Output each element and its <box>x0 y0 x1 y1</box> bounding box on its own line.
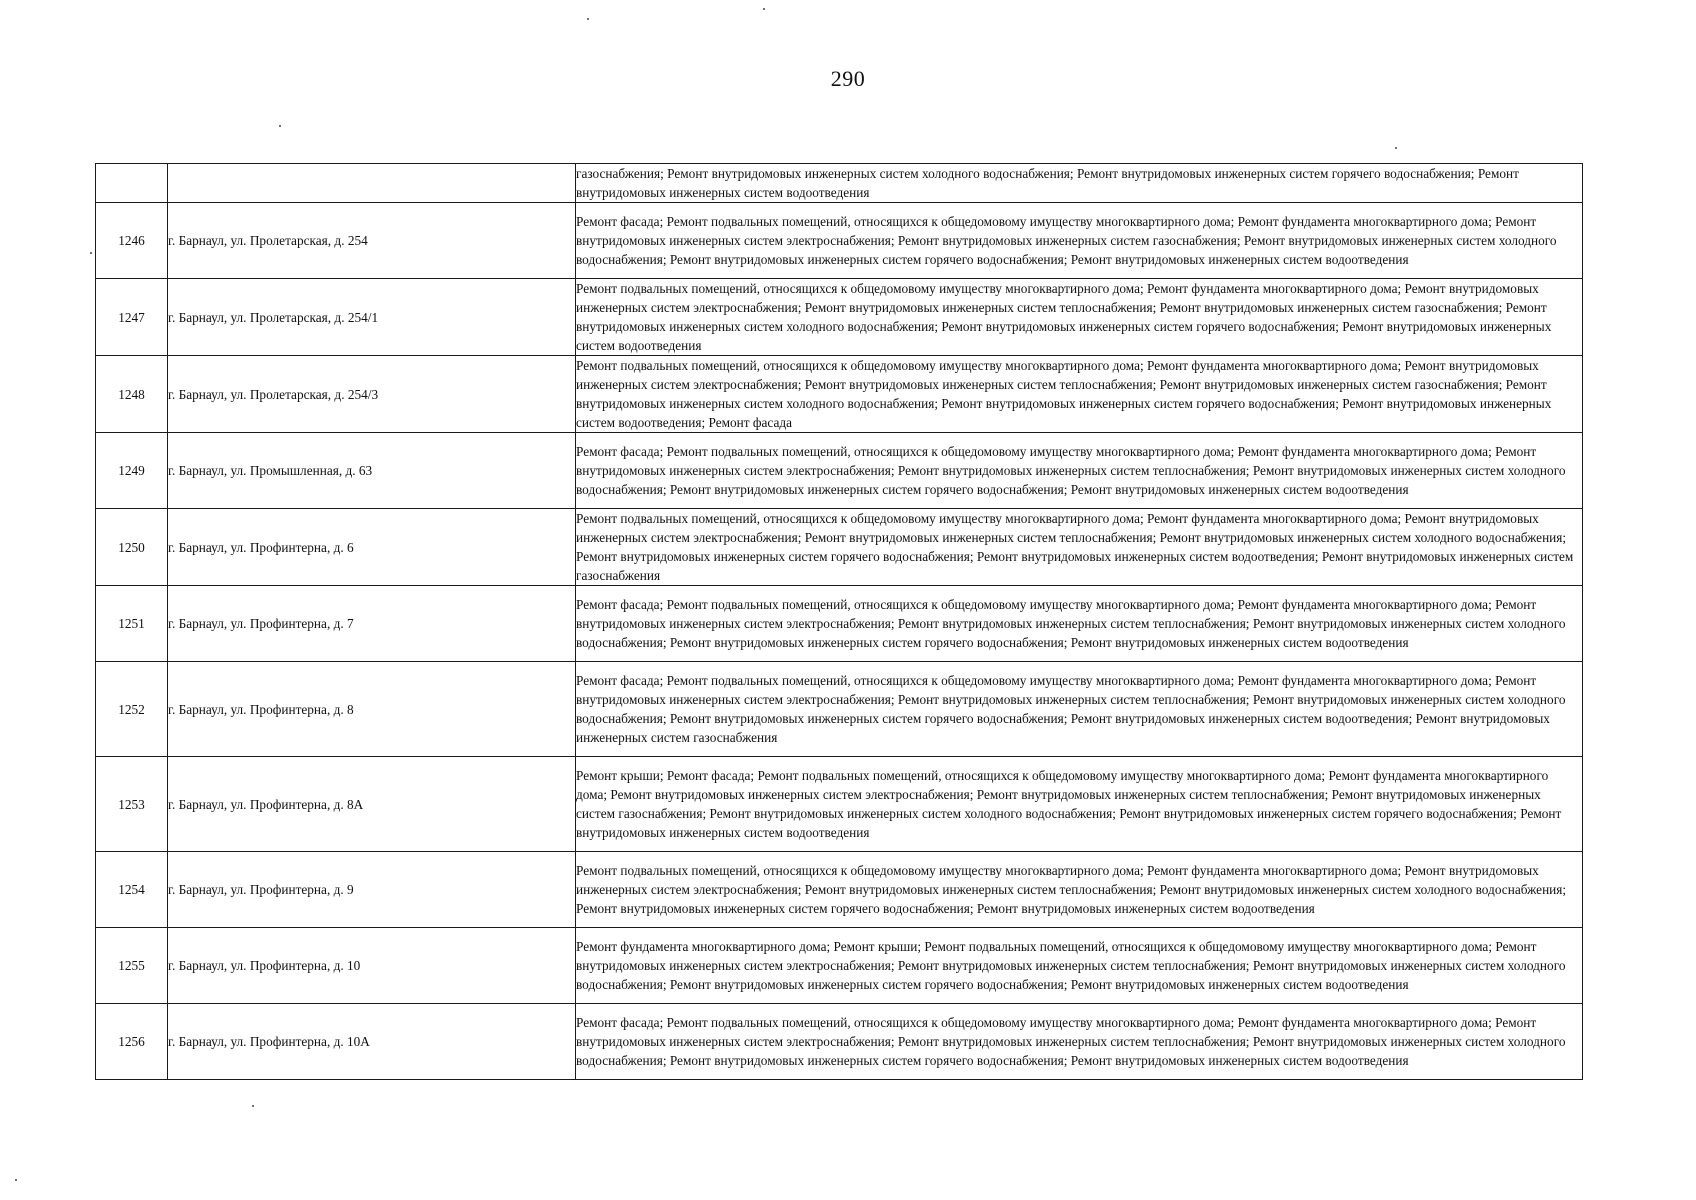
table-row <box>96 662 1583 757</box>
row-works: Ремонт крыши; Ремонт фасада; Ремонт подвальных помещений, относящихся к общедомовому имуществу многоквартирного дома; Ремонт фундамента многоквартирного дома; Ремонт внутридомовых инженерных систем электроснабжения; Ремонт внутридомовых инженерных систем теплоснабжения; Ремонт внутридомовых инженерных систем газоснабжения; Ремонт внутридомовых инженерных систем холодного водоснабжения; Ремонт внутридомовых инженерных систем горячего водоснабжения; Ремонт внутридомовых инженерных систем водоотведения <box>576 757 1583 852</box>
row-number: 1247 <box>96 279 168 356</box>
row-address: г. Барнаул, ул. Профинтерна, д. 7 <box>168 586 576 662</box>
row-works: Ремонт фасада; Ремонт подвальных помещений, относящихся к общедомовому имуществу многоквартирного дома; Ремонт фундамента многоквартирного дома; Ремонт внутридомовых инженерных систем электроснабжения; Ремонт внутридомовых инженерных систем газоснабжения; Ремонт внутридомовых инженерных систем холодного водоснабжения; Ремонт внутридомовых инженерных систем горячего водоснабжения; Ремонт внутридомовых инженерных систем водоотведения <box>576 203 1583 279</box>
table-row <box>96 852 1583 928</box>
page-number: 290 <box>830 66 866 91</box>
table-row <box>96 433 1583 509</box>
scan-speck <box>1395 147 1397 149</box>
row-works: Ремонт фасада; Ремонт подвальных помещений, относящихся к общедомовому имуществу многоквартирного дома; Ремонт фундамента многоквартирного дома; Ремонт внутридомовых инженерных систем электроснабжения; Ремонт внутридомовых инженерных систем теплоснабжения; Ремонт внутридомовых инженерных систем холодного водоснабжения; Ремонт внутридомовых инженерных систем горячего водоснабжения; Ремонт внутридомовых инженерных систем водоотведения <box>576 586 1583 662</box>
table-row <box>96 164 1583 203</box>
row-works: Ремонт фасада; Ремонт подвальных помещений, относящихся к общедомовому имуществу многоквартирного дома; Ремонт фундамента многоквартирного дома; Ремонт внутридомовых инженерных систем электроснабжения; Ремонт внутридомовых инженерных систем теплоснабжения; Ремонт внутридомовых инженерных систем холодного водоснабжения; Ремонт внутридомовых инженерных систем горячего водоснабжения; Ремонт внутридомовых инженерных систем водоотведения <box>576 433 1583 509</box>
row-number: 1249 <box>96 433 168 509</box>
table-row <box>96 203 1583 279</box>
row-address: г. Барнаул, ул. Промышленная, д. 63 <box>168 433 576 509</box>
row-address: г. Барнаул, ул. Пролетарская, д. 254 <box>168 203 576 279</box>
row-number: 1256 <box>96 1004 168 1080</box>
row-address: г. Барнаул, ул. Пролетарская, д. 254/1 <box>168 279 576 356</box>
row-address: г. Барнаул, ул. Профинтерна, д. 8А <box>168 757 576 852</box>
row-number: 1252 <box>96 662 168 757</box>
row-works: Ремонт фундамента многоквартирного дома; Ремонт крыши; Ремонт подвальных помещений, относящихся к общедомовому имуществу многоквартирного дома; Ремонт внутридомовых инженерных систем электроснабжения; Ремонт внутридомовых инженерных систем теплоснабжения; Ремонт внутридомовых инженерных систем холодного водоснабжения; Ремонт внутридомовых инженерных систем горячего водоснабжения; Ремонт внутридомовых инженерных систем водоотведения <box>576 928 1583 1004</box>
scan-speck <box>279 125 281 127</box>
row-address: г. Барнаул, ул. Пролетарская, д. 254/3 <box>168 356 576 433</box>
table-row <box>96 928 1583 1004</box>
table-row <box>96 1004 1583 1080</box>
row-works: Ремонт фасада; Ремонт подвальных помещений, относящихся к общедомовому имуществу многоквартирного дома; Ремонт фундамента многоквартирного дома; Ремонт внутридомовых инженерных систем электроснабжения; Ремонт внутридомовых инженерных систем теплоснабжения; Ремонт внутридомовых инженерных систем холодного водоснабжения; Ремонт внутридомовых инженерных систем горячего водоснабжения; Ремонт внутридомовых инженерных систем водоотведения; Ремонт внутридомовых инженерных систем газоснабжения <box>576 662 1583 757</box>
row-address: г. Барнаул, ул. Профинтерна, д. 9 <box>168 852 576 928</box>
row-address <box>168 164 576 203</box>
row-number: 1251 <box>96 586 168 662</box>
table-row <box>96 757 1583 852</box>
row-number: 1250 <box>96 509 168 586</box>
row-number: 1254 <box>96 852 168 928</box>
row-number: 1248 <box>96 356 168 433</box>
scan-speck <box>587 18 589 20</box>
row-number: 1255 <box>96 928 168 1004</box>
scan-speck <box>15 1179 17 1181</box>
scan-speck <box>90 252 92 254</box>
row-works: Ремонт фасада; Ремонт подвальных помещений, относящихся к общедомовому имуществу многоквартирного дома; Ремонт фундамента многоквартирного дома; Ремонт внутридомовых инженерных систем электроснабжения; Ремонт внутридомовых инженерных систем теплоснабжения; Ремонт внутридомовых инженерных систем холодного водоснабжения; Ремонт внутридомовых инженерных систем горячего водоснабжения; Ремонт внутридомовых инженерных систем водоотведения <box>576 1004 1583 1080</box>
row-works: Ремонт подвальных помещений, относящихся к общедомовому имуществу многоквартирного дома; Ремонт фундамента многоквартирного дома; Ремонт внутридомовых инженерных систем электроснабжения; Ремонт внутридомовых инженерных систем теплоснабжения; Ремонт внутридомовых инженерных систем газоснабжения; Ремонт внутридомовых инженерных систем холодного водоснабжения; Ремонт внутридомовых инженерных систем горячего водоснабжения; Ремонт внутридомовых инженерных систем водоотведения; Ремонт фасада <box>576 356 1583 433</box>
register-table <box>95 163 1583 1080</box>
table-row <box>96 586 1583 662</box>
row-number: 1253 <box>96 757 168 852</box>
scan-speck <box>763 8 765 10</box>
row-address: г. Барнаул, ул. Профинтерна, д. 10 <box>168 928 576 1004</box>
table-row <box>96 509 1583 586</box>
row-number: 1246 <box>96 203 168 279</box>
table-row <box>96 279 1583 356</box>
row-works: Ремонт подвальных помещений, относящихся к общедомовому имуществу многоквартирного дома; Ремонт фундамента многоквартирного дома; Ремонт внутридомовых инженерных систем электроснабжения; Ремонт внутридомовых инженерных систем теплоснабжения; Ремонт внутридомовых инженерных систем холодного водоснабжения; Ремонт внутридомовых инженерных систем горячего водоснабжения; Ремонт внутридомовых инженерных систем водоотведения <box>576 852 1583 928</box>
row-address: г. Барнаул, ул. Профинтерна, д. 6 <box>168 509 576 586</box>
row-works: Ремонт подвальных помещений, относящихся к общедомовому имуществу многоквартирного дома; Ремонт фундамента многоквартирного дома; Ремонт внутридомовых инженерных систем электроснабжения; Ремонт внутридомовых инженерных систем теплоснабжения; Ремонт внутридомовых инженерных систем холодного водоснабжения; Ремонт внутридомовых инженерных систем горячего водоснабжения; Ремонт внутридомовых инженерных систем водоотведения; Ремонт внутридомовых инженерных систем газоснабжения <box>576 509 1583 586</box>
row-address: г. Барнаул, ул. Профинтерна, д. 10А <box>168 1004 576 1080</box>
table-row <box>96 356 1583 433</box>
row-address: г. Барнаул, ул. Профинтерна, д. 8 <box>168 662 576 757</box>
row-works: газоснабжения; Ремонт внутридомовых инженерных систем холодного водоснабжения; Ремонт внутридомовых инженерных систем горячего водоснабжения; Ремонт внутридомовых инженерных систем водоотведения <box>576 164 1583 203</box>
row-works: Ремонт подвальных помещений, относящихся к общедомовому имуществу многоквартирного дома; Ремонт фундамента многоквартирного дома; Ремонт внутридомовых инженерных систем электроснабжения; Ремонт внутридомовых инженерных систем теплоснабжения; Ремонт внутридомовых инженерных систем газоснабжения; Ремонт внутридомовых инженерных систем холодного водоснабжения; Ремонт внутридомовых инженерных систем горячего водоснабжения; Ремонт внутридомовых инженерных систем водоотведения <box>576 279 1583 356</box>
scan-speck <box>252 1105 254 1107</box>
row-number <box>96 164 168 203</box>
